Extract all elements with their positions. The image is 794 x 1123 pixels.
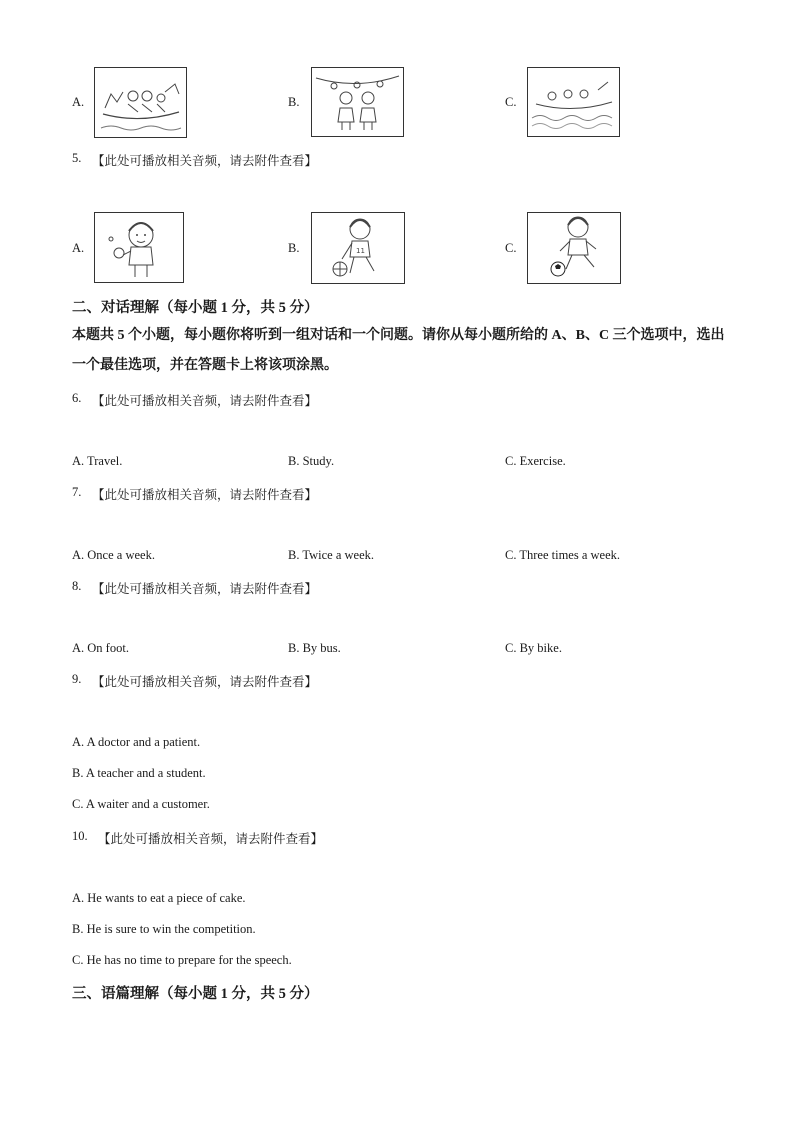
q7-option-a[interactable]: A. Once a week. — [72, 548, 155, 562]
q5-option-b-label: B. — [288, 241, 300, 255]
q10-option-a[interactable]: A. He wants to eat a piece of cake. — [72, 891, 246, 905]
q7-option-b[interactable]: B. Twice a week. — [288, 548, 375, 562]
q6-audio-note[interactable]: 【此处可播放相关音频，请去附件查看】 — [92, 394, 318, 408]
q5-option-c-label: C. — [505, 241, 517, 255]
dragon-boat-race-icon — [95, 68, 186, 137]
q9-number: 9. — [72, 672, 82, 686]
basketball-boy-icon — [312, 213, 404, 283]
q9-audio-note[interactable]: 【此处可播放相关音频，请去附件查看】 — [92, 675, 318, 689]
q5-option-a-label: A. — [72, 241, 85, 255]
q5-number: 5. — [72, 151, 82, 165]
q6-number: 6. — [72, 391, 82, 405]
q10-audio-note[interactable]: 【此处可播放相关音频，请去附件查看】 — [98, 832, 324, 846]
q9-option-c[interactable]: C. A waiter and a customer. — [72, 797, 210, 811]
q5-audio-note[interactable]: 【此处可播放相关音频，请去附件查看】 — [92, 154, 318, 168]
ping-pong-boy-icon — [95, 213, 183, 282]
lantern-children-icon — [312, 68, 403, 136]
ping-pong-boy-picture[interactable] — [94, 212, 184, 283]
q8-audio-note[interactable]: 【此处可播放相关音频，请去附件查看】 — [92, 582, 318, 596]
q4-option-b-label: B. — [288, 95, 300, 109]
q4-option-a-label: A. — [72, 95, 85, 109]
football-boy-icon — [528, 213, 620, 283]
q9-option-b[interactable]: B. A teacher and a student. — [72, 766, 206, 780]
q8-option-c[interactable]: C. By bike. — [505, 641, 562, 655]
q9-option-a[interactable]: A. A doctor and a patient. — [72, 735, 201, 749]
q10-number: 10. — [72, 829, 88, 843]
q8-option-b[interactable]: B. By bus. — [288, 641, 341, 655]
svg-text:11: 11 — [356, 247, 365, 255]
q10-option-b[interactable]: B. He is sure to win the competition. — [72, 922, 256, 936]
q6-option-a[interactable]: A. Travel. — [72, 454, 123, 468]
q8-option-a[interactable]: A. On foot. — [72, 641, 129, 655]
q6-option-c[interactable]: C. Exercise. — [505, 454, 566, 468]
q10-option-c[interactable]: C. He has no time to prepare for the speech. — [72, 953, 292, 967]
q4-option-c-label: C. — [505, 95, 517, 109]
basketball-boy-picture[interactable] — [311, 212, 405, 284]
q6-option-b[interactable]: B. Study. — [288, 454, 335, 468]
q7-audio-note[interactable]: 【此处可播放相关音频，请去附件查看】 — [92, 488, 318, 502]
lantern-children-picture[interactable] — [311, 67, 404, 137]
q7-number: 7. — [72, 485, 82, 499]
dragon-boat-race-picture[interactable] — [94, 67, 187, 138]
section-2-title: 二、对话理解（每小题 1 分，共 5 分） — [72, 300, 319, 316]
q8-number: 8. — [72, 579, 82, 593]
football-boy-picture[interactable] — [527, 212, 621, 284]
section-3-title: 三、语篇理解（每小题 1 分，共 5 分） — [72, 986, 319, 1002]
boats-on-water-icon — [528, 68, 619, 136]
boats-on-water-picture[interactable] — [527, 67, 620, 137]
q7-option-c[interactable]: C. Three times a week. — [505, 548, 621, 562]
section-2-instructions: 本题共 5 个小题，每小题你将听到一组对话和一个问题。请你从每小题所给的 A、B、C 三个选项中，选出一个最佳选项，并在答题卡上将该项涂黑。 — [72, 328, 725, 373]
